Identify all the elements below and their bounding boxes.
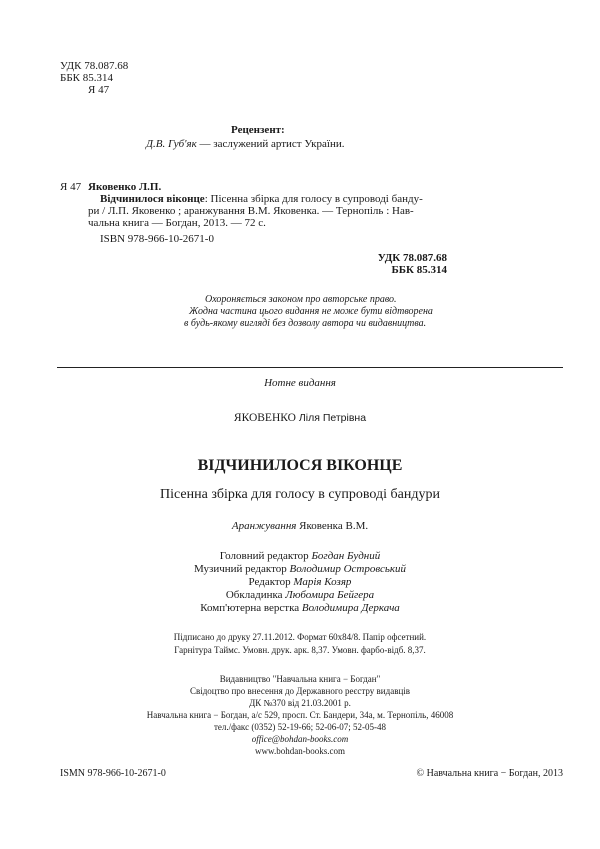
- catalog-line2: ри / Л.П. Яковенко ; аранжування В.М. Яковенка. — Тернопіль : Нав-: [88, 205, 414, 217]
- publisher-email[interactable]: office@bohdan-books.com: [251, 734, 349, 744]
- publisher-line2: Свідоцтво про внесення до Державного реєстру видавців: [189, 686, 411, 696]
- staff-role: Редактор: [248, 576, 294, 588]
- catalog-mark: Я 47: [60, 181, 82, 193]
- copyright-notice-line1: Охороняється законом про авторське право.: [205, 294, 397, 305]
- catalog-line3: чальна книга — Богдан, 2013. — 72 с.: [88, 217, 266, 229]
- reviewer-name: Д.В. Губ'як: [146, 138, 197, 150]
- colophon-author: [0, 411, 600, 425]
- staff-name: Любомира Бейгера: [285, 589, 375, 601]
- staff-line-cover: [0, 589, 600, 602]
- publisher-website[interactable]: www.bohdan-books.com: [255, 746, 345, 756]
- print-info-1: Підписано до друку 27.11.2012. Формат 60х84/8. Папір офсетний.: [173, 632, 427, 642]
- staff-role: Комп'ютерна верстка: [200, 602, 302, 614]
- catalog-isbn: ISBN 978-966-10-2671-0: [100, 233, 214, 245]
- catalog-udk: УДК 78.087.68: [377, 252, 447, 264]
- reviewer-description: — заслужений артист України.: [196, 138, 345, 150]
- copyright-notice-line2: Жодна частина цього видання не може бути відтворена: [189, 306, 433, 317]
- catalog-title: Відчинилося віконце: [100, 193, 205, 205]
- reviewer-heading: Рецензент:: [231, 124, 285, 136]
- staff-line-editor: [0, 576, 600, 589]
- arrangement-name: Яковенка В.М.: [296, 520, 369, 532]
- staff-name: Володимира Деркача: [301, 602, 400, 614]
- colophon-author-surname: ЯКОВЕНКО: [233, 412, 296, 424]
- divider-rule: [57, 367, 563, 368]
- header-udk: УДК 78.087.68: [60, 60, 129, 72]
- staff-role: Музичний редактор: [193, 563, 290, 575]
- staff-role: Головний редактор: [219, 550, 312, 562]
- footer-copyright: © Навчальна книга − Богдан, 2013: [416, 768, 563, 779]
- colophon-author-given: Ліля Петрівна: [295, 412, 367, 424]
- arrangement-label: Аранжування: [231, 520, 297, 532]
- staff-role: Обкладинка: [225, 589, 286, 601]
- staff-name: Володимир Островський: [289, 563, 406, 575]
- catalog-author: Яковенко Л.П.: [88, 181, 162, 193]
- footer-ismn: ISMN 978-966-10-2671-0: [60, 768, 166, 779]
- header-author-mark: Я 47: [88, 84, 110, 96]
- colophon-title: ВІДЧИНИЛОСЯ ВІКОНЦЕ: [197, 457, 403, 474]
- arrangement-line: [0, 520, 600, 533]
- colophon-subtitle: Пісенна збірка для голосу в супроводі бандури: [160, 487, 440, 502]
- print-info-2: Гарнітура Таймс. Умовн. друк. арк. 8,37. Умовн. фарбо-відб. 8,37.: [174, 645, 426, 655]
- publisher-line1: Видавництво "Навчальна книга − Богдан": [219, 674, 381, 684]
- catalog-line1-rest: : Пісенна збірка для голосу в супроводі банду-: [204, 193, 423, 205]
- staff-line-music-editor: [0, 563, 600, 576]
- reviewer-line: [146, 138, 344, 151]
- staff-name: Марія Козяр: [293, 576, 352, 588]
- header-bbk: ББК 85.314: [60, 72, 113, 84]
- copyright-notice-line3: в будь-якому вигляді без дозволу автора чи видавництва.: [184, 318, 427, 329]
- staff-name: Богдан Будний: [311, 550, 381, 562]
- edition-type: Нотне видання: [264, 377, 336, 389]
- staff-line-chief-editor: [0, 550, 600, 563]
- publisher-address: Навчальна книга − Богдан, а/с 529, просп. Ст. Бандери, 34а, м. Тернопіль, 46008: [146, 710, 454, 720]
- publisher-phone: тел./факс (0352) 52-19-66; 52-06-07; 52-05-48: [213, 722, 387, 732]
- publisher-line3: ДК №370 від 21.03.2001 р.: [249, 698, 351, 708]
- staff-line-layout: [0, 602, 600, 615]
- catalog-bbk: ББК 85.314: [391, 264, 447, 276]
